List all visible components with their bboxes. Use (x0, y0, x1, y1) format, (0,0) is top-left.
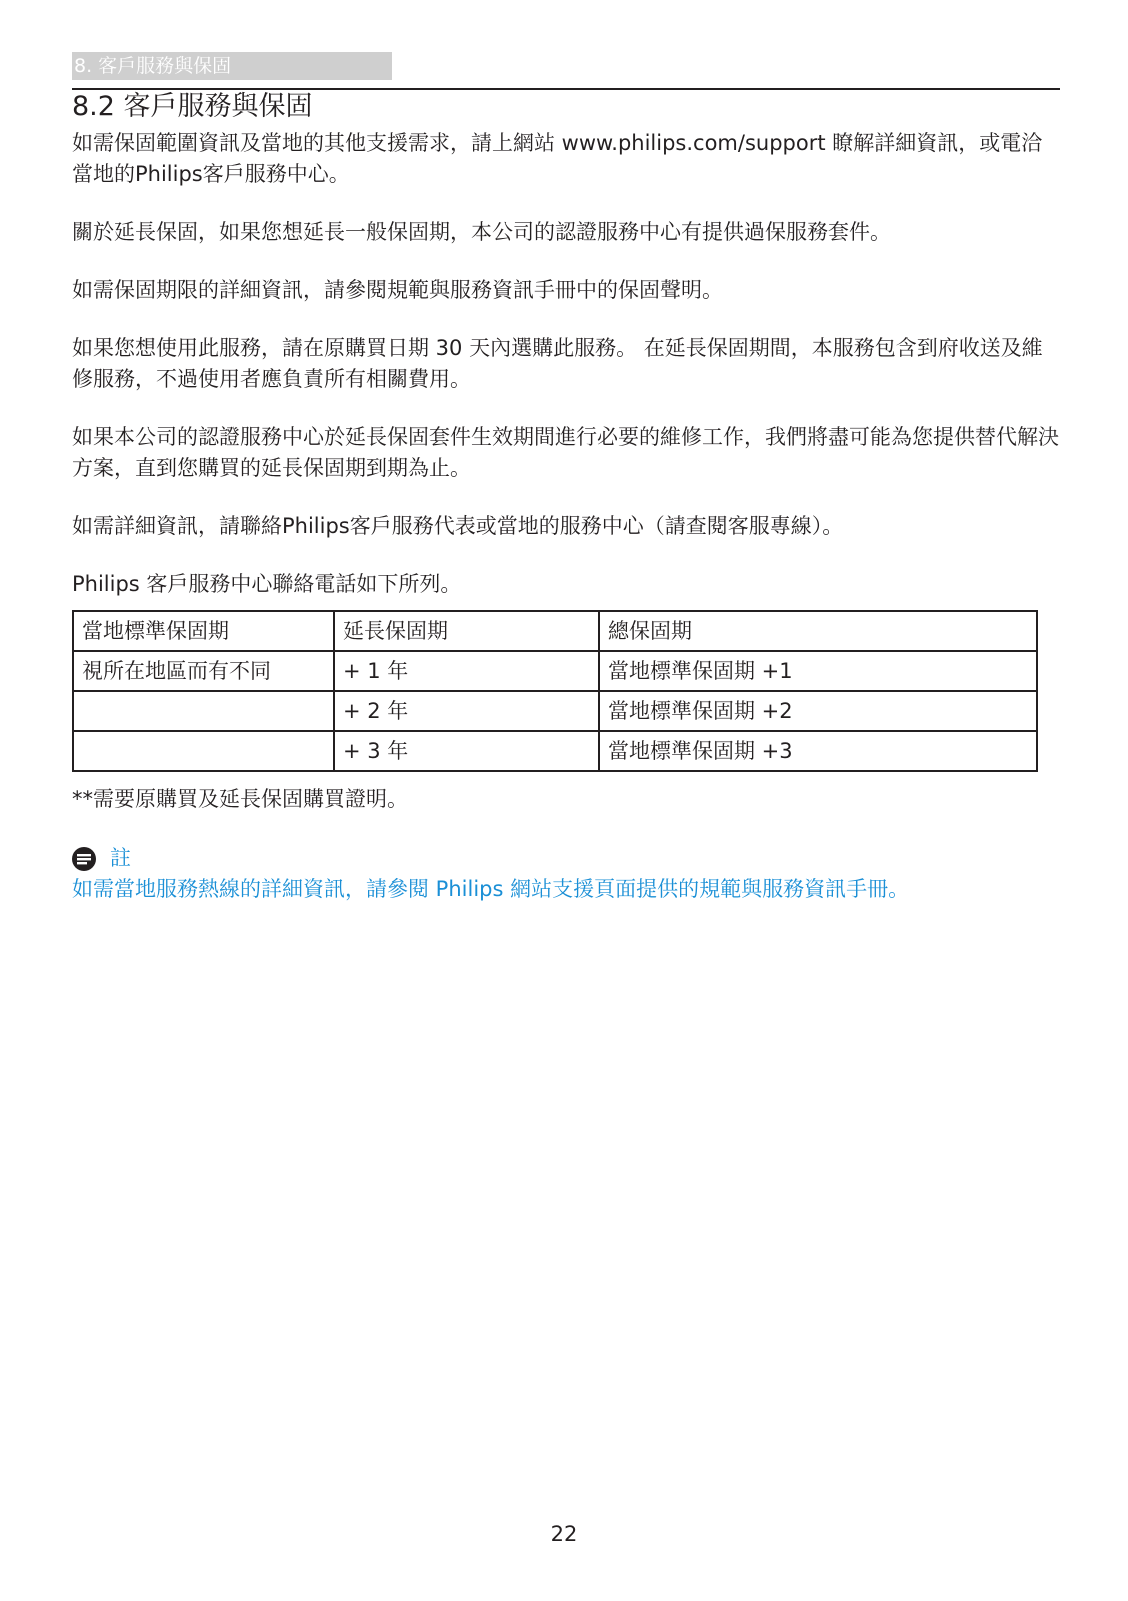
paragraph-extended-warranty: 關於延長保固，如果您想延長一般保固期，本公司的認證服務中心有提供過保服務套件。 (72, 220, 891, 244)
table-cell: + 2 年 (334, 691, 599, 731)
paragraph-purchase-window: 如果您想使用此服務，請在原購買日期 30 天內選購此服務。 在延長保固期間，本服務包含到府收送及維修服務，不過使用者應負責所有相關費用。 (72, 336, 1043, 391)
note-heading-label: 註 (110, 846, 131, 870)
page-content (72, 128, 1060, 905)
table-cell: 當地標準保固期 +3 (599, 731, 1037, 771)
paragraph-support-info: 如需保固範圍資訊及當地的其他支援需求，請上網站 www.philips.com/support 瞭解詳細資訊，或電洽當地的Philips客戶服務中心。 (72, 131, 1043, 186)
footnote: **需要原購買及延長保固購買證明。 (72, 787, 408, 811)
note-body: 如需當地服務熱線的詳細資訊，請參閱 Philips 網站支援頁面提供的規範與服務資訊手冊。 (72, 877, 910, 901)
paragraph-warranty-statement: 如需保固期限的詳細資訊，請參閱規範與服務資訊手冊中的保固聲明。 (72, 278, 723, 302)
table-row (73, 691, 1037, 731)
table-cell (73, 731, 334, 771)
page-number: 22 (550, 1522, 578, 1546)
table-cell: 當地標準保固期 +1 (599, 651, 1037, 691)
table-cell: 當地標準保固期 +2 (599, 691, 1037, 731)
table-header-cell: 延長保固期 (334, 611, 599, 651)
note-heading (72, 843, 1060, 874)
table-cell: + 1 年 (334, 651, 599, 691)
warranty-table (72, 610, 1038, 772)
table-cell: 視所在地區而有不同 (73, 651, 334, 691)
table-header-cell: 總保固期 (599, 611, 1037, 651)
section-title: 8.2 客戶服務與保固 (72, 91, 313, 122)
table-cell: + 3 年 (334, 731, 599, 771)
paragraph-contact: 如需詳細資訊，請聯絡Philips客戶服務代表或當地的服務中心（請查閱客服專線）。 (72, 514, 844, 538)
table-header-cell: 當地標準保固期 (73, 611, 334, 651)
chapter-header-tab: 8. 客戶服務與保固 (72, 52, 392, 80)
table-row (73, 731, 1037, 771)
table-intro: Philips 客戶服務中心聯絡電話如下所列。 (72, 572, 462, 596)
note-icon (72, 847, 96, 871)
paragraph-replacement: 如果本公司的認證服務中心於延長保固套件生效期間進行必要的維修工作，我們將盡可能為您提供替代解決方案，直到您購買的延長保固期到期為止。 (72, 425, 1059, 480)
table-cell (73, 691, 334, 731)
table-row (73, 651, 1037, 691)
table-header-row (73, 611, 1037, 651)
